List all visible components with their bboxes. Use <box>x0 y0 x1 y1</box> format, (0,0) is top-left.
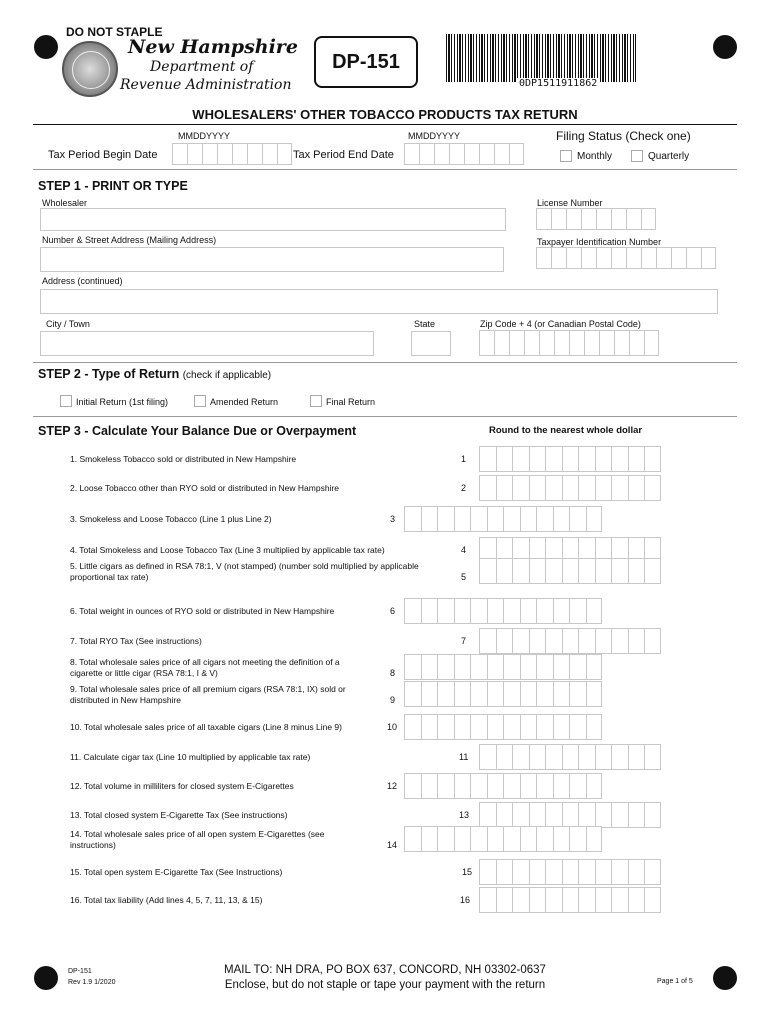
line-15-label: 15. Total open system E-Cigarette Tax (See Instructions) <box>70 867 283 877</box>
filing-status-label: Filing Status (Check one) <box>556 129 691 143</box>
form-id-box <box>314 36 418 88</box>
license-label: License Number <box>537 198 603 208</box>
amended-return-checkbox[interactable] <box>194 395 206 407</box>
quarterly-checkbox[interactable] <box>631 150 643 162</box>
line-2-amount-input[interactable] <box>479 475 661 501</box>
end-date-label: Tax Period End Date <box>293 149 394 161</box>
line-9-number: 9 <box>390 695 396 705</box>
line-1-number: 1 <box>461 454 467 464</box>
line-10-amount-input[interactable] <box>404 714 602 740</box>
form-title: WHOLESALERS' OTHER TOBACCO PRODUCTS TAX RETURN <box>192 107 578 122</box>
line-13-label: 13. Total closed system E-Cigarette Tax (See instructions) <box>70 810 288 820</box>
step1-heading: STEP 1 - PRINT OR TYPE <box>38 179 188 193</box>
line-11-label: 11. Calculate cigar tax (Line 10 multiplied by applicable tax rate) <box>70 752 311 762</box>
address-label: Number & Street Address (Mailing Address) <box>42 235 217 245</box>
line-12-number: 12 <box>387 781 398 791</box>
step2-title: STEP 2 - Type of Return <box>38 367 180 381</box>
registration-mark <box>34 35 58 59</box>
city-input[interactable] <box>40 331 374 356</box>
final-return-label: Final Return <box>326 397 376 407</box>
monthly-checkbox[interactable] <box>560 150 572 162</box>
end-date-input[interactable] <box>404 143 524 165</box>
address2-input[interactable] <box>40 289 718 314</box>
page-number: Page 1 of 5 <box>657 978 693 985</box>
step2-rule <box>33 416 737 417</box>
line-11-number: 11 <box>459 752 469 762</box>
dept-line2: Revenue Administration <box>120 77 292 93</box>
step3-heading: STEP 3 - Calculate Your Balance Due or Overpayment <box>38 424 357 438</box>
barcode-text: 0DP1511911862 <box>519 78 598 89</box>
final-return-checkbox[interactable] <box>310 395 322 407</box>
city-label: City / Town <box>46 319 90 329</box>
line-9-label: 9. Total wholesale sales price of all premium cigars (RSA 78:1, IX) sold or distributed in New Hampshire <box>70 684 346 705</box>
dept-line1: Department of <box>150 59 254 75</box>
line-16-label: 16. Total tax liability (Add lines 4, 5, 7, 11, 13, & 15) <box>70 895 263 905</box>
line-10-number: 10 <box>387 722 398 732</box>
address2-label: Address (continued) <box>42 276 123 286</box>
footer-form-id: DP-151 <box>68 968 92 975</box>
step1-rule <box>33 362 737 363</box>
line-6-amount-input[interactable] <box>404 598 602 624</box>
line-4-number: 4 <box>461 545 467 555</box>
line-10-label: 10. Total wholesale sales price of all taxable cigars (Line 8 minus Line 9) <box>70 722 342 732</box>
do-not-staple: DO NOT STAPLE <box>66 25 163 39</box>
line-7-number: 7 <box>461 636 467 646</box>
line-11-amount-input[interactable] <box>479 744 661 770</box>
line-14-label: 14. Total wholesale sales price of all open system E-Cigarettes (see instructions) <box>70 829 325 850</box>
zip-label: Zip Code + 4 (or Canadian Postal Code) <box>480 319 641 329</box>
quarterly-label: Quarterly <box>648 151 690 162</box>
tin-label: Taxpayer Identification Number <box>537 237 662 247</box>
line-5-amount-input[interactable] <box>479 558 661 584</box>
line-7-label: 7. Total RYO Tax (See instructions) <box>70 636 202 646</box>
line-12-label: 12. Total volume in milliliters for closed system E-Cigarettes <box>70 781 294 791</box>
line-15-amount-input[interactable] <box>479 859 661 885</box>
line-5-label: 5. Little cigars as defined in RSA 78:1, V (not stamped) (number sold multiplied by applicable proportional tax rate) <box>70 561 419 582</box>
form-id: DP-151 <box>332 50 400 73</box>
line-3-label: 3. Smokeless and Loose Tobacco (Line 1 plus Line 2) <box>70 514 272 524</box>
line-9-amount-input[interactable] <box>404 681 602 707</box>
line-5-number: 5 <box>461 572 467 582</box>
line-8-number: 8 <box>390 668 396 678</box>
line-8-label: 8. Total wholesale sales price of all cigars not meeting the definition of a cigarette or little cigar (RSA 78:1, I & V) <box>70 657 340 678</box>
mail-to: MAIL TO: NH DRA, PO BOX 637, CONCORD, NH 03302-0637 <box>224 964 546 976</box>
line-6-label: 6. Total weight in ounces of RYO sold or distributed in New Hampshire <box>70 606 335 616</box>
state-input[interactable] <box>411 331 451 356</box>
tin-input[interactable] <box>536 247 716 269</box>
state-seal-icon <box>62 41 118 97</box>
line-2-label: 2. Loose Tobacco other than RYO sold or distributed in New Hampshire <box>70 483 339 493</box>
step2-hint: (check if applicable) <box>182 370 272 381</box>
line-15-number: 15 <box>462 867 473 877</box>
line-6-number: 6 <box>390 606 396 616</box>
state-label: State <box>414 319 436 329</box>
line-7-amount-input[interactable] <box>479 628 661 654</box>
line-12-amount-input[interactable] <box>404 773 602 799</box>
date-format-end: MMDDYYYY <box>408 131 461 141</box>
step2-heading <box>38 367 271 381</box>
initial-return-label: Initial Return (1st filing) <box>76 397 169 407</box>
monthly-label: Monthly <box>577 151 613 162</box>
line-8-amount-input[interactable] <box>404 654 602 680</box>
line-14-number: 14 <box>387 840 398 850</box>
zip-input[interactable] <box>479 330 659 356</box>
line-3-amount-input[interactable] <box>404 506 602 532</box>
line-13-number: 13 <box>459 810 470 820</box>
wholesaler-label: Wholesaler <box>42 198 88 208</box>
initial-return-checkbox[interactable] <box>60 395 72 407</box>
wholesaler-input[interactable] <box>40 208 506 231</box>
line-16-number: 16 <box>460 895 471 905</box>
line-13-amount-input[interactable] <box>479 802 661 828</box>
address-input[interactable] <box>40 247 504 272</box>
line-3-number: 3 <box>390 514 396 524</box>
registration-mark <box>713 35 737 59</box>
line-1-amount-input[interactable] <box>479 446 661 472</box>
line-2-number: 2 <box>461 483 467 493</box>
footer-rev: Rev 1.9 1/2020 <box>68 979 116 986</box>
line-4-label: 4. Total Smokeless and Loose Tobacco Tax (Line 3 multiplied by applicable tax rate) <box>70 545 385 555</box>
enclose-note: Enclose, but do not staple or tape your payment with the return <box>224 979 546 991</box>
barcode-icon <box>446 34 636 82</box>
amended-return-label: Amended Return <box>210 397 279 407</box>
round-note: Round to the nearest whole dollar <box>489 425 643 436</box>
date-format-begin: MMDDYYYY <box>178 131 231 141</box>
line-1-label: 1. Smokeless Tobacco sold or distributed in New Hampshire <box>70 454 297 464</box>
period-rule <box>33 169 737 170</box>
state-name: New Hampshire <box>128 36 298 58</box>
line-14-amount-input[interactable] <box>404 826 602 852</box>
license-input[interactable] <box>536 208 656 230</box>
begin-date-input[interactable] <box>172 143 292 165</box>
begin-date-label: Tax Period Begin Date <box>48 149 158 161</box>
title-rule <box>33 124 737 125</box>
line-16-amount-input[interactable] <box>479 887 661 913</box>
